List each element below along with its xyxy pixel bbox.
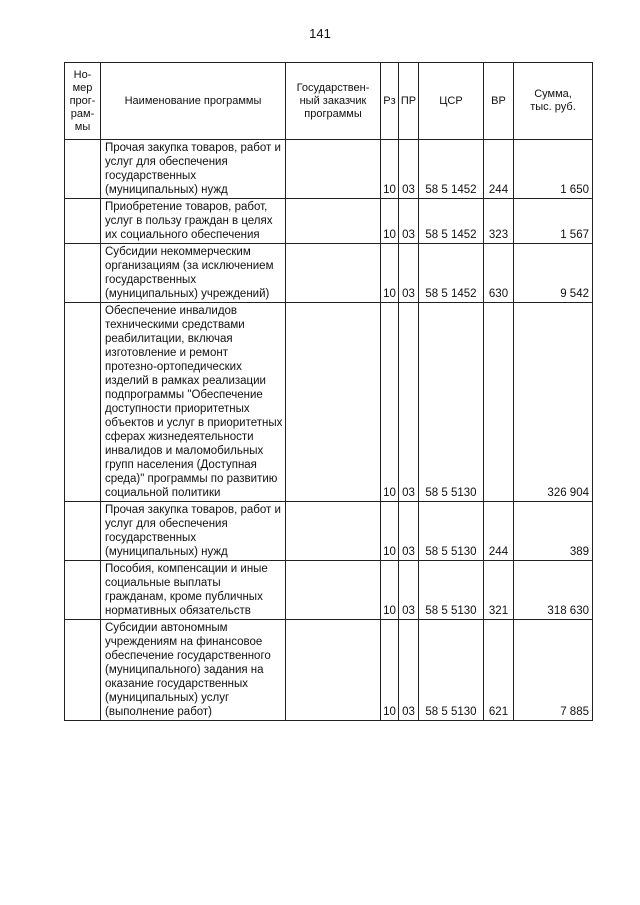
cell-sum: 7 885 — [514, 620, 593, 721]
header-row — [65, 63, 593, 140]
cell-csr: 58 5 5130 — [419, 303, 484, 502]
cell-pr: 03 — [399, 502, 419, 561]
header-sum-text: Сумма, тыс. руб. — [530, 88, 576, 113]
cell-program-number — [65, 620, 101, 721]
cell-rz: 10 — [381, 303, 399, 502]
cell-csr: 58 5 5130 — [419, 502, 484, 561]
table-row — [65, 620, 593, 721]
cell-rz: 10 — [381, 244, 399, 303]
cell-program-name: Приобретение товаров, работ, услуг в пользу граждан в целях их социального обеспечения — [101, 199, 286, 244]
cell-customer — [286, 561, 381, 620]
cell-vr: 621 — [484, 620, 514, 721]
cell-program-name: Пособия, компенсации и иные социальные выплаты гражданам, кроме публичных нормативных обязательств — [101, 561, 286, 620]
cell-rz: 10 — [381, 620, 399, 721]
cell-rz: 10 — [381, 561, 399, 620]
cell-program-number — [65, 561, 101, 620]
cell-customer — [286, 502, 381, 561]
header-pr — [399, 63, 419, 140]
cell-program-name: Прочая закупка товаров, работ и услуг для обеспечения государственных (муниципальных) нужд — [101, 140, 286, 199]
cell-program-number — [65, 303, 101, 502]
table-row — [65, 502, 593, 561]
cell-csr: 58 5 5130 — [419, 620, 484, 721]
cell-rz: 10 — [381, 502, 399, 561]
page-number: 141 — [309, 26, 331, 41]
header-customer-text: Государствен- ный заказчик программы — [296, 81, 370, 120]
budget-table — [64, 62, 593, 721]
cell-csr: 58 5 1452 — [419, 199, 484, 244]
cell-sum: 389 — [514, 502, 593, 561]
cell-program-number — [65, 140, 101, 199]
cell-pr: 03 — [399, 244, 419, 303]
table-row — [65, 561, 593, 620]
header-program-name — [101, 63, 286, 140]
header-program-number-text: Но- мер прог- рам- мы — [69, 68, 96, 133]
cell-customer — [286, 199, 381, 244]
cell-rz: 10 — [381, 140, 399, 199]
cell-program-number — [65, 199, 101, 244]
header-customer — [286, 63, 381, 140]
table-row — [65, 140, 593, 199]
cell-pr: 03 — [399, 620, 419, 721]
header-csr — [419, 63, 484, 140]
cell-csr: 58 5 1452 — [419, 140, 484, 199]
header-program-number — [65, 63, 101, 140]
cell-pr: 03 — [399, 303, 419, 502]
cell-vr: 244 — [484, 140, 514, 199]
header-rz — [381, 63, 399, 140]
cell-csr: 58 5 1452 — [419, 244, 484, 303]
table-row — [65, 244, 593, 303]
cell-sum: 326 904 — [514, 303, 593, 502]
cell-pr: 03 — [399, 199, 419, 244]
cell-customer — [286, 620, 381, 721]
table-row — [65, 199, 593, 244]
cell-vr: 323 — [484, 199, 514, 244]
cell-pr: 03 — [399, 561, 419, 620]
cell-sum: 1 650 — [514, 140, 593, 199]
header-program-name-text: Наименование программы — [124, 94, 262, 107]
header-pr-text: ПР — [400, 94, 417, 107]
cell-customer — [286, 140, 381, 199]
cell-rz: 10 — [381, 199, 399, 244]
header-vr — [484, 63, 514, 140]
header-vr-text: ВР — [491, 94, 506, 107]
cell-program-number — [65, 502, 101, 561]
cell-program-name: Субсидии автономным учреждениям на финансовое обеспечение государственного (муниципального) задания на оказание государственных (муниципальных) услуг (выполнение работ) — [101, 620, 286, 721]
header-rz-text: Рз — [383, 94, 396, 107]
cell-program-name: Обеспечение инвалидов техническими средствами реабилитации, включая изготовление и ремонт протезно-ортопедических изделий в рамках реализации подпрограммы "Обеспечение доступности приоритетных объектов и услуг в приоритетных сферах жизнедеятельности инвалидов и маломобильных групп населения (Доступная среда)" программы по развитию социальной политики — [101, 303, 286, 502]
cell-csr: 58 5 5130 — [419, 561, 484, 620]
table-row — [65, 303, 593, 502]
cell-sum: 318 630 — [514, 561, 593, 620]
cell-program-number — [65, 244, 101, 303]
cell-sum: 9 542 — [514, 244, 593, 303]
cell-sum: 1 567 — [514, 199, 593, 244]
header-sum — [514, 63, 593, 140]
cell-customer — [286, 303, 381, 502]
cell-vr: 321 — [484, 561, 514, 620]
cell-vr: 630 — [484, 244, 514, 303]
cell-vr — [484, 303, 514, 502]
header-csr-text: ЦСР — [439, 94, 463, 107]
cell-vr: 244 — [484, 502, 514, 561]
cell-program-name: Субсидии некоммерческим организациям (за исключением государственных (муниципальных) учреждений) — [101, 244, 286, 303]
cell-pr: 03 — [399, 140, 419, 199]
cell-customer — [286, 244, 381, 303]
cell-program-name: Прочая закупка товаров, работ и услуг для обеспечения государственных (муниципальных) нужд — [101, 502, 286, 561]
